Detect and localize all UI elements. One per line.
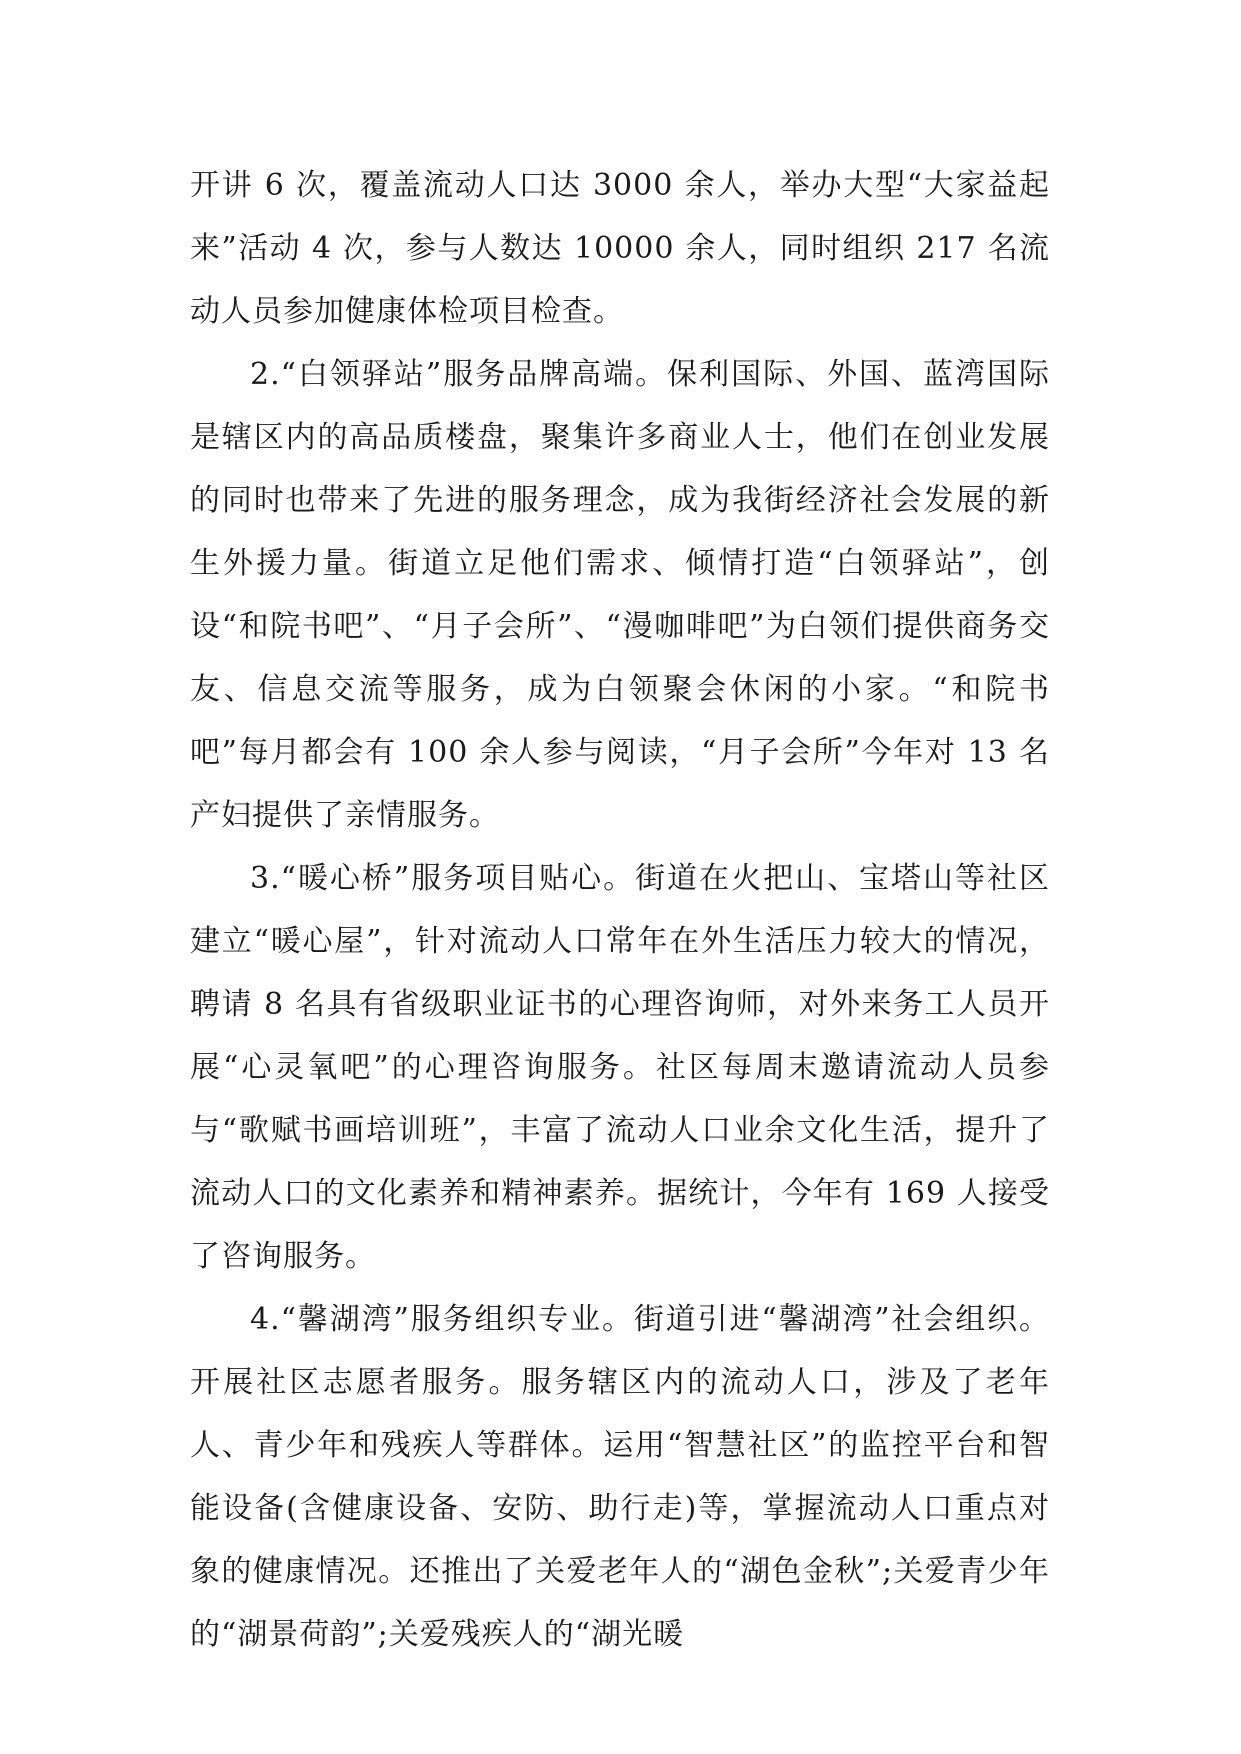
paragraph-continuation: 开讲 6 次，覆盖流动人口达 3000 余人，举办大型“大家益起来”活动 4 次，参与人数达 10000 余人，同时组织 217 名流动人员参加健康体检项目检查。	[190, 168, 1050, 329]
paragraph-xinhu-bay: 4.“馨湖湾”服务组织专业。街道引进“馨湖湾”社会组织。开展社区志愿者服务。服务辖区内的流动人口，涉及了老年人、青少年和残疾人等群体。运用“智慧社区”的监控平台和智能设备(含健康设备、安防、助行走)等，掌握流动人口重点对象的健康情况。还推出了关爱老年人的“湖色金秋”;关爱青少年的“湖景荷韵”;关爱残疾人的“湖光暖	[190, 1302, 1050, 1652]
paragraph-warm-heart-bridge: 3.“暖心桥”服务项目贴心。街道在火把山、宝塔山等社区建立“暖心屋”，针对流动人口常年在外生活压力较大的情况，聘请 8 名具有省级职业证书的心理咨询师，对外来务工人员开展“心灵氧吧”的心理咨询服务。社区每周末邀请流动人员参与“歌赋书画培训班”，丰富了流动人口业余文化生活，提升了流动人口的文化素养和精神素养。据统计，今年有 169 人接受了咨询服务。	[190, 861, 1050, 1274]
document-body	[190, 154, 1050, 1666]
paragraph-white-collar-station: 2.“白领驿站”服务品牌高端。保利国际、外国、蓝湾国际是辖区内的高品质楼盘，聚集许多商业人士，他们在创业发展的同时也带来了先进的服务理念，成为我街经济社会发展的新生外援力量。街道立足他们需求、倾情打造“白领驿站”，创设“和院书吧”、“月子会所”、“漫咖啡吧”为白领们提供商务交友、信息交流等服务，成为白领聚会休闲的小家。“和院书吧”每月都会有 100 余人参与阅读，“月子会所”今年对 13 名产妇提供了亲情服务。	[190, 357, 1050, 833]
